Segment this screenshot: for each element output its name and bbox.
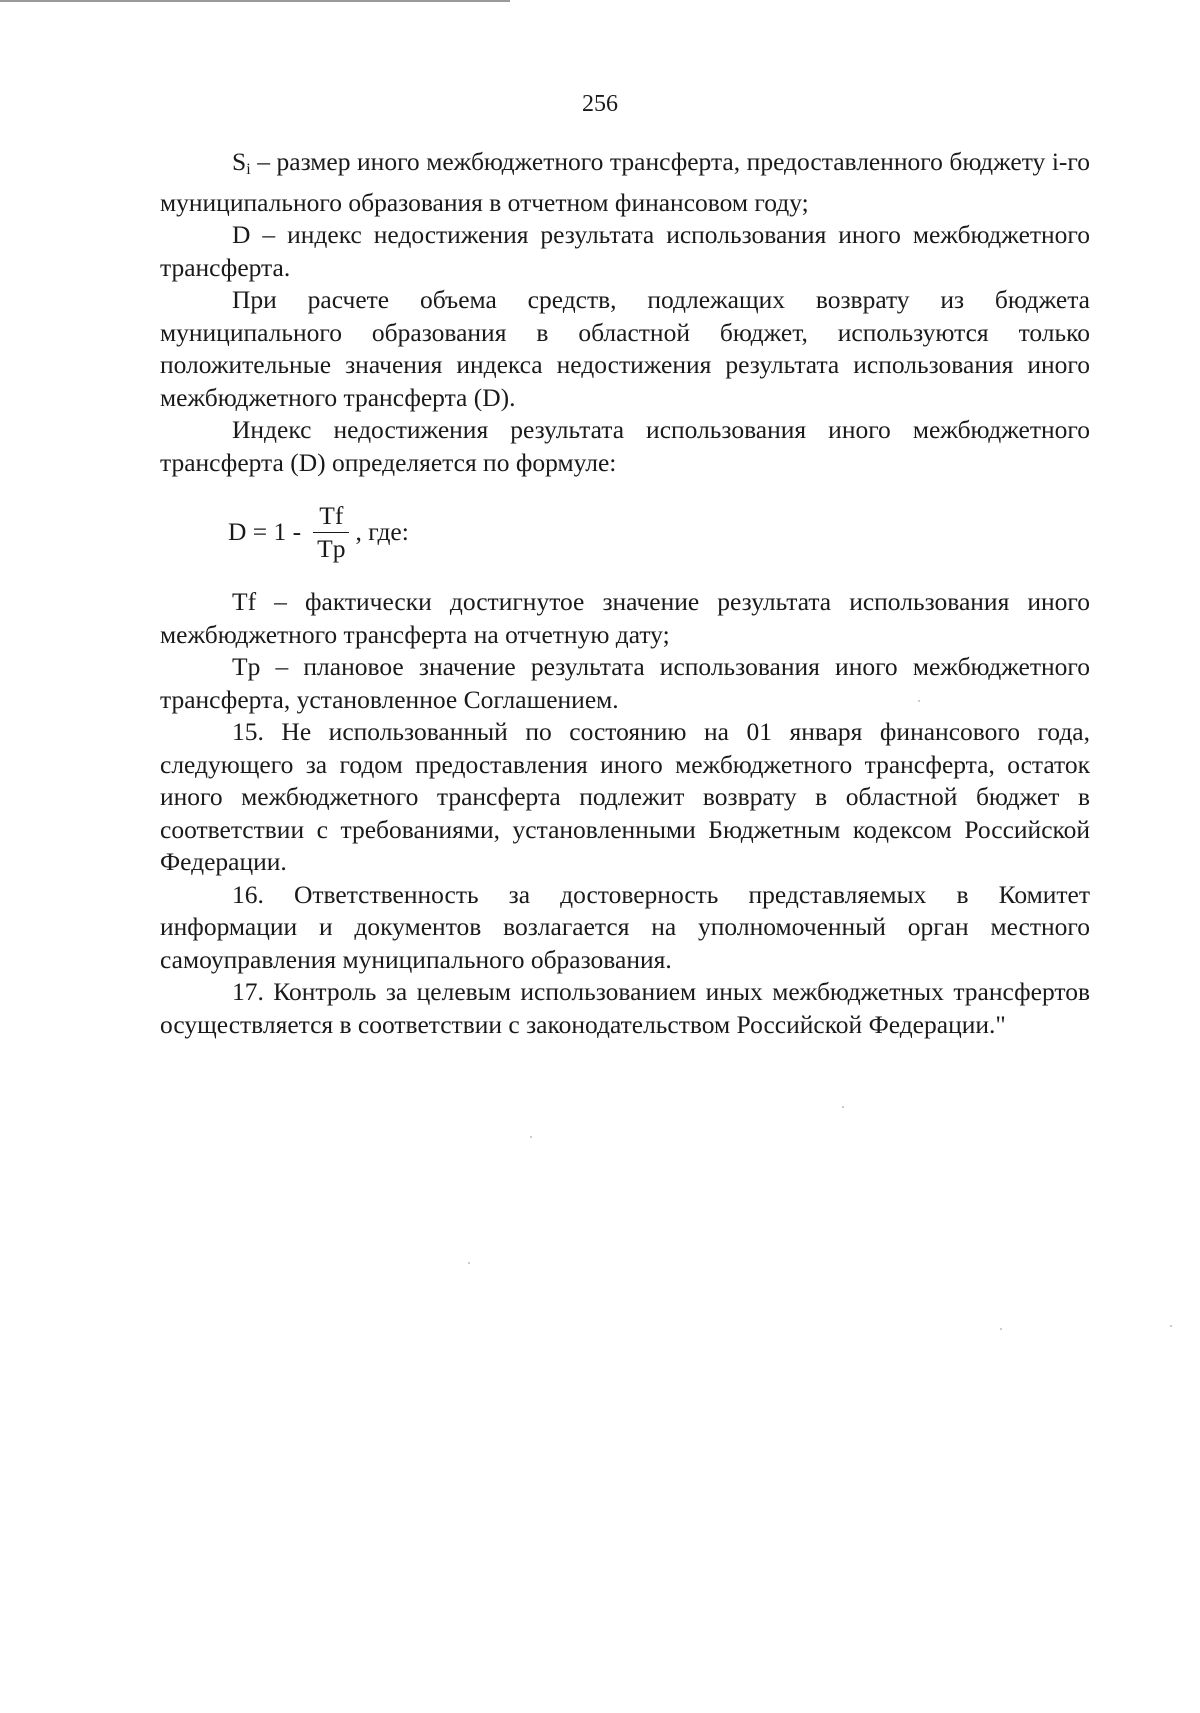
paragraph-tf-definition: Tf – фактически достигнутое значение результата использования иного межбюджетного трансферта на отчетную дату; [160, 587, 1090, 649]
variable-subscript: i [246, 161, 251, 178]
paragraph-text: – размер иного межбюджетного трансферта, предоставленного бюджету i-го муниципального образования в отчетном финансовом году; [160, 147, 1090, 217]
paragraph-item-15: 15. Не использованный по состоянию на 01 января финансового года, следующего за годом предоставления иного межбюджетного трансферта, остаток иного межбюджетного трансферта подлежит возврату в областной бюджет в соответствии с требованиями, установленными Бюджетным кодексом Российской Федерации. [160, 717, 1090, 876]
scan-speck [530, 1136, 532, 1138]
scan-speck [468, 1262, 470, 1264]
paragraph-text: При расчете объема средств, подлежащих возврату из бюджета муниципального образования в областной бюджет, используются только положительные значения индекса недостижения результата использования иного межбюджетного трансферта (D). [160, 285, 1090, 412]
scan-speck [1170, 1325, 1172, 1327]
formula-fraction [311, 500, 351, 565]
paragraph-d-definition [160, 219, 1090, 284]
paragraph-item-17: 17. Контроль за целевым использованием иных межбюджетных трансфертов осуществляется в соответствии с законодательством Российской Федерации." [160, 977, 1090, 1039]
formula-lhs: D = 1 - [228, 517, 302, 546]
formula-denominator: Tp [317, 533, 346, 563]
paragraph-si-definition [160, 146, 1090, 219]
scan-speck [1000, 1328, 1002, 1330]
text-block-top [160, 146, 1090, 479]
page-number: 256 [582, 91, 618, 117]
variable-symbol: S [232, 147, 247, 176]
formula-suffix: , где: [355, 517, 409, 546]
variable-symbol: D [232, 220, 251, 249]
formula-d [228, 496, 409, 568]
text-block-bottom [160, 586, 1090, 1041]
scan-top-edge-line [0, 0, 510, 2]
paragraph-tp-definition: Tp – плановое значение результата использования иного межбюджетного трансферта, установленное Соглашением. [160, 652, 1090, 714]
formula-numerator: Tf [313, 500, 349, 533]
paragraph-item-16: 16. Ответственность за достоверность представляемых в Комитет информации и документов возлагается на уполномоченный орган местного самоуправления муниципального образования. [160, 879, 1090, 974]
paragraph-text: Индекс недостижения результата использования иного межбюджетного трансферта (D) определяется по формуле: [160, 415, 1090, 477]
paragraph-formula-intro [160, 414, 1090, 479]
paragraph-text: – индекс недостижения результата использования иного межбюджетного трансферта. [160, 220, 1090, 282]
paragraph-positive-values [160, 284, 1090, 414]
scan-speck [842, 1106, 844, 1108]
scan-speck [918, 700, 920, 702]
